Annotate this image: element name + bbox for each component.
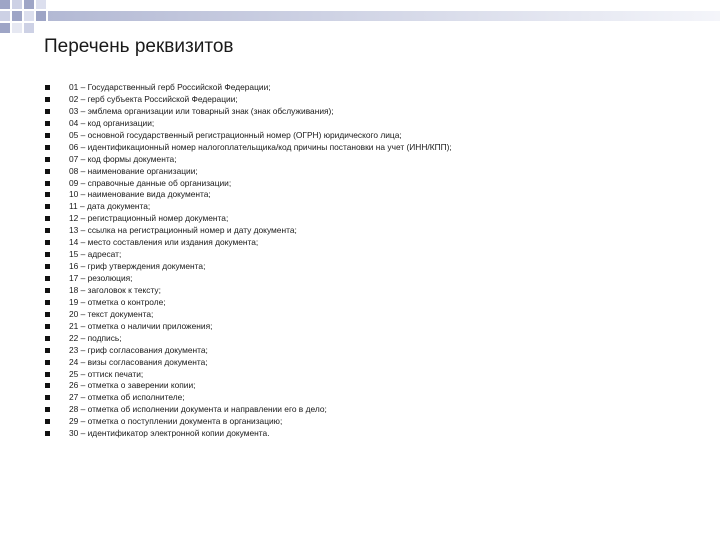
square-bullet-icon bbox=[45, 312, 50, 317]
square-bullet-icon bbox=[45, 169, 50, 174]
list-item-text: 01 – Государственный герб Российской Федерации; bbox=[69, 82, 271, 92]
square-bullet-icon bbox=[45, 204, 50, 209]
list-item-text: 13 – ссылка на регистрационный номер и дату документа; bbox=[69, 225, 297, 236]
list-item-text: 15 – адресат; bbox=[69, 249, 122, 260]
list-item-text: 30 – идентификатор электронной копии документа. bbox=[69, 428, 270, 439]
list-item-text: 11 – дата документа; bbox=[69, 201, 151, 212]
list-item-text: 19 – отметка о контроле; bbox=[69, 296, 166, 307]
list-item-text: 22 – подпись; bbox=[69, 332, 122, 343]
square-bullet-icon bbox=[45, 336, 50, 341]
list-item-text: 16 – гриф утверждения документа; bbox=[69, 261, 206, 272]
square-bullet-icon bbox=[45, 181, 50, 186]
square-bullet-icon bbox=[45, 192, 50, 197]
list-item-text: 21 – отметка о наличии приложения; bbox=[69, 320, 213, 331]
list-item-text: 02 – герб субъекта Российской Федерации; bbox=[69, 93, 238, 104]
list-item-text: 08 – наименование организации; bbox=[69, 165, 198, 176]
list-item-text: 14 – место составления или издания документа; bbox=[69, 237, 259, 248]
list-item-text: 29 – отметка о поступлении документа в организацию; bbox=[69, 416, 283, 427]
list-item-text: 04 – код организации; bbox=[69, 117, 155, 128]
square-bullet-icon bbox=[45, 431, 50, 436]
list-item-text: 12 – регистрационный номер документа; bbox=[69, 213, 229, 224]
list-item-text: 17 – резолюция; bbox=[69, 273, 133, 283]
list-item-text: 28 – отметка об исполнении документа и направлении его в дело; bbox=[69, 404, 327, 415]
page-title: Перечень реквизитов bbox=[44, 36, 234, 57]
list-item-text: 25 – оттиск печати; bbox=[69, 368, 144, 379]
list-item-text: 20 – текст документа; bbox=[69, 308, 154, 319]
square-bullet-icon bbox=[45, 288, 50, 293]
square-bullet-icon bbox=[45, 85, 50, 90]
square-bullet-icon bbox=[45, 216, 50, 221]
square-bullet-icon bbox=[45, 228, 50, 233]
list-item-text: 27 – отметка об исполнителе; bbox=[69, 392, 185, 403]
square-bullet-icon bbox=[45, 97, 50, 102]
square-bullet-icon bbox=[45, 240, 50, 245]
square-bullet-icon bbox=[45, 395, 50, 400]
square-bullet-icon bbox=[45, 145, 50, 150]
square-bullet-icon bbox=[45, 372, 50, 377]
list-item-text: 03 – эмблема организации или товарный знак (знак обслуживания); bbox=[69, 105, 334, 116]
list-item-text: 06 – идентификационный номер налогоплательщика/код причины постановки на учет (ИНН/КПП); bbox=[69, 141, 452, 152]
square-bullet-icon bbox=[45, 276, 50, 281]
square-bullet-icon bbox=[45, 264, 50, 269]
square-bullet-icon bbox=[45, 109, 50, 114]
list-item-text: 09 – справочные данные об организации; bbox=[69, 177, 232, 188]
square-bullet-icon bbox=[45, 133, 50, 138]
list-item-text: 05 – основной государственный регистрационный номер (ОГРН) юридического лица; bbox=[69, 129, 402, 140]
square-bullet-icon bbox=[45, 157, 50, 162]
square-bullet-icon bbox=[45, 348, 50, 353]
list-item-text: 24 – визы согласования документа; bbox=[69, 356, 208, 367]
square-bullet-icon bbox=[45, 419, 50, 424]
list-item-text: 18 – заголовок к тексту; bbox=[69, 284, 161, 295]
list-item-text: 10 – наименование вида документа; bbox=[69, 189, 211, 200]
list-item-text: 07 – код формы документа; bbox=[69, 153, 177, 164]
square-bullet-icon bbox=[45, 300, 50, 305]
list-item-text: 23 – гриф согласования документа; bbox=[69, 344, 208, 355]
square-bullet-icon bbox=[45, 407, 50, 412]
header-decoration bbox=[0, 0, 720, 40]
square-bullet-icon bbox=[45, 383, 50, 388]
list-item-text: 26 – отметка о заверении копии; bbox=[69, 380, 196, 391]
square-bullet-icon bbox=[45, 324, 50, 329]
square-bullet-icon bbox=[45, 252, 50, 257]
square-bullet-icon bbox=[45, 121, 50, 126]
square-bullet-icon bbox=[45, 360, 50, 365]
